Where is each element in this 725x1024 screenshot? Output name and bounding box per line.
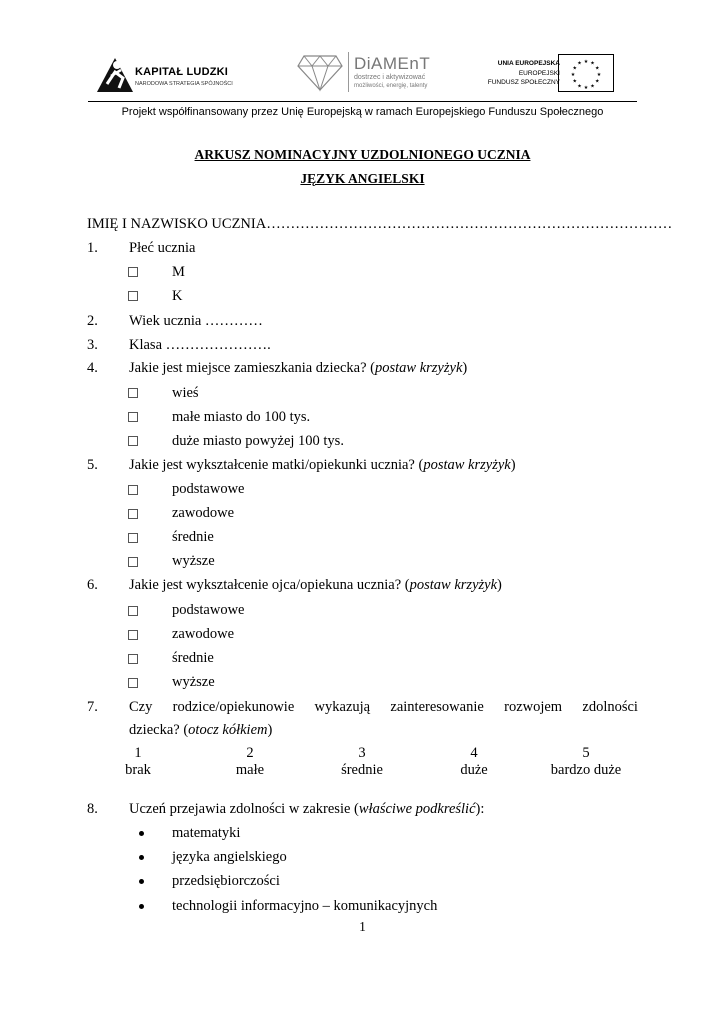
diament-logo-line2: możliwości, energię, talenty (354, 83, 428, 89)
q4-number: 4. (87, 360, 98, 376)
q4-question (129, 360, 467, 377)
eu-logo-line3: FUNDUSZ SPOŁECZNY (487, 79, 560, 86)
q6-option-checkbox[interactable] (128, 678, 138, 688)
q4-text: Jakie jest miejsce zamieszkania dziecka? ( (129, 360, 375, 376)
q7-word: rodzice/opiekunowie (172, 699, 295, 715)
student-name-field[interactable]: IMIĘ I NAZWISKO UCZNIA………………………………………………………………………… (87, 216, 673, 232)
q5-option-label: zawodowe (172, 505, 235, 521)
diament-logo (296, 52, 446, 94)
q4-option-label: duże miasto powyżej 100 tys. (172, 433, 344, 449)
q7-question-line2 (129, 722, 272, 739)
q5-option-checkbox[interactable] (128, 557, 138, 567)
svg-text:★: ★ (577, 83, 582, 90)
q7-hint: otocz kółkiem (188, 722, 268, 738)
q7-word: zainteresowanie (390, 699, 484, 715)
q7-close: ) (267, 722, 273, 738)
svg-text:★: ★ (583, 59, 589, 65)
q4-hint: postaw krzyżyk (374, 360, 463, 376)
q6-text: Jakie jest wykształcenie ojca/opiekuna ucznia? ( (129, 577, 410, 593)
q7-scale-label: duże (460, 762, 488, 778)
q2-number: 2. (87, 313, 98, 329)
q6-option-label: zawodowe (172, 626, 235, 642)
q6-close: ) (497, 577, 502, 593)
svg-text:★: ★ (595, 78, 600, 85)
q8-option[interactable]: języka angielskiego (172, 849, 287, 865)
svg-text:★: ★ (590, 83, 595, 90)
q7-word: zdolności (582, 699, 638, 715)
q8-close: ): (475, 801, 485, 817)
q4-option-label: wieś (172, 385, 199, 401)
page-number: 1 (359, 919, 366, 934)
kapital-ludzki-logo (95, 54, 245, 94)
q1-option-label: M (172, 264, 185, 280)
q7-word: wykazują (314, 699, 371, 715)
runner-figure-icon (95, 54, 135, 94)
svg-text:★: ★ (570, 72, 576, 78)
q7-scale-option[interactable] (88, 745, 188, 779)
q4-option-checkbox[interactable] (128, 412, 138, 422)
q5-hint: postaw krzyżyk (423, 457, 511, 473)
svg-text:★: ★ (590, 60, 595, 67)
q6-option-label: podstawowe (172, 602, 245, 618)
q1-option-checkbox[interactable] (128, 291, 138, 301)
svg-text:★: ★ (596, 72, 602, 78)
q8-question (129, 801, 484, 818)
q5-question (129, 457, 516, 474)
q5-close: ) (510, 457, 516, 473)
q4-option-label: małe miasto do 100 tys. (172, 409, 311, 425)
kl-logo-title: KAPITAŁ LUDZKI (135, 66, 229, 78)
bullet-icon (139, 855, 144, 860)
q6-option-label: średnie (172, 650, 214, 666)
q3-number: 3. (87, 337, 98, 353)
q4-option-checkbox[interactable] (128, 436, 138, 446)
kl-logo-subtitle: NARODOWA STRATEGIA SPÓJNOŚCI (135, 81, 233, 87)
diamond-icon (296, 52, 344, 92)
q6-question (129, 577, 502, 594)
q8-option[interactable]: przedsiębiorczości (172, 873, 280, 889)
q6-option-label: wyższe (172, 674, 215, 690)
q7-word: rozwojem (504, 699, 563, 715)
q3-text[interactable]: Klasa …………………. (129, 337, 271, 353)
bullet-icon (139, 879, 144, 884)
q6-option-checkbox[interactable] (128, 606, 138, 616)
q5-number: 5. (87, 457, 98, 473)
q5-option-checkbox[interactable] (128, 485, 138, 495)
q4-option-checkbox[interactable] (128, 388, 138, 398)
diament-logo-line1: dostrzec i aktywizować (354, 74, 426, 81)
q7-scale-label: bardzo duże (550, 762, 622, 778)
q7-scale-label: małe (235, 762, 265, 778)
header-divider (88, 101, 637, 102)
bullet-icon (139, 831, 144, 836)
q5-option-label: podstawowe (172, 481, 245, 497)
q1-option-checkbox[interactable] (128, 267, 138, 277)
q7-scale-number: 2 (246, 745, 254, 761)
svg-text:★: ★ (583, 85, 589, 91)
q6-hint: postaw krzyżyk (409, 577, 498, 593)
q7-scale-label: brak (125, 762, 151, 778)
q7-scale-label: średnie (341, 762, 383, 778)
q7-scale-option[interactable] (424, 745, 524, 779)
q5-option-checkbox[interactable] (128, 509, 138, 519)
q2-text[interactable]: Wiek ucznia ………… (129, 313, 263, 329)
q6-option-checkbox[interactable] (128, 654, 138, 664)
q5-option-checkbox[interactable] (128, 533, 138, 543)
q5-option-label: wyższe (172, 553, 215, 569)
eu-flag-icon (558, 54, 614, 92)
q7-scale-number: 5 (582, 745, 590, 761)
q1-text: Płeć ucznia (129, 240, 196, 256)
q7-scale-option[interactable] (312, 745, 412, 779)
q7-text: dziecka? ( (129, 722, 189, 738)
svg-text:★: ★ (577, 60, 582, 67)
q7-word: Czy (129, 699, 153, 715)
diament-logo-title: DiAMEnT (354, 54, 431, 73)
q1-number: 1. (87, 240, 98, 256)
eu-logo-line2: EUROPEJSKI (518, 70, 560, 77)
q7-scale-option[interactable] (536, 745, 636, 779)
q8-option[interactable]: technologii informacyjno – komunikacyjnych (172, 898, 438, 914)
q8-option[interactable]: matematyki (172, 825, 241, 841)
svg-text:★: ★ (595, 65, 600, 72)
q5-text: Jakie jest wykształcenie matki/opiekunki ucznia? ( (129, 457, 424, 473)
svg-text:★: ★ (572, 65, 577, 72)
q7-scale-option[interactable] (200, 745, 300, 779)
q1-option-label: K (172, 288, 183, 304)
q8-text: Uczeń przejawia zdolności w zakresie ( (129, 801, 359, 817)
q8-hint: właściwe podkreślić (358, 801, 476, 817)
bullet-icon (139, 904, 144, 909)
eu-logo-line1: UNIA EUROPEJSKA (497, 60, 560, 67)
sheet-title: ARKUSZ NOMINACYJNY UZDOLNIONEGO UCZNIA (194, 147, 531, 162)
q7-scale-number: 3 (358, 745, 366, 761)
q4-close: ) (462, 360, 468, 376)
q7-scale-number: 1 (134, 745, 142, 761)
q8-number: 8. (87, 801, 98, 817)
svg-text:★: ★ (572, 78, 577, 85)
sheet-subject: JĘZYK ANGIELSKI (300, 171, 425, 186)
q6-option-checkbox[interactable] (128, 630, 138, 640)
q7-scale-number: 4 (470, 745, 478, 761)
q7-question-line1 (129, 699, 638, 716)
q7-number: 7. (87, 699, 98, 715)
q6-number: 6. (87, 577, 98, 593)
cofinance-note: Projekt współfinansowany przez Unię Europejską w ramach Europejskiego Funduszu Społecznego (121, 106, 604, 118)
q5-option-label: średnie (172, 529, 214, 545)
